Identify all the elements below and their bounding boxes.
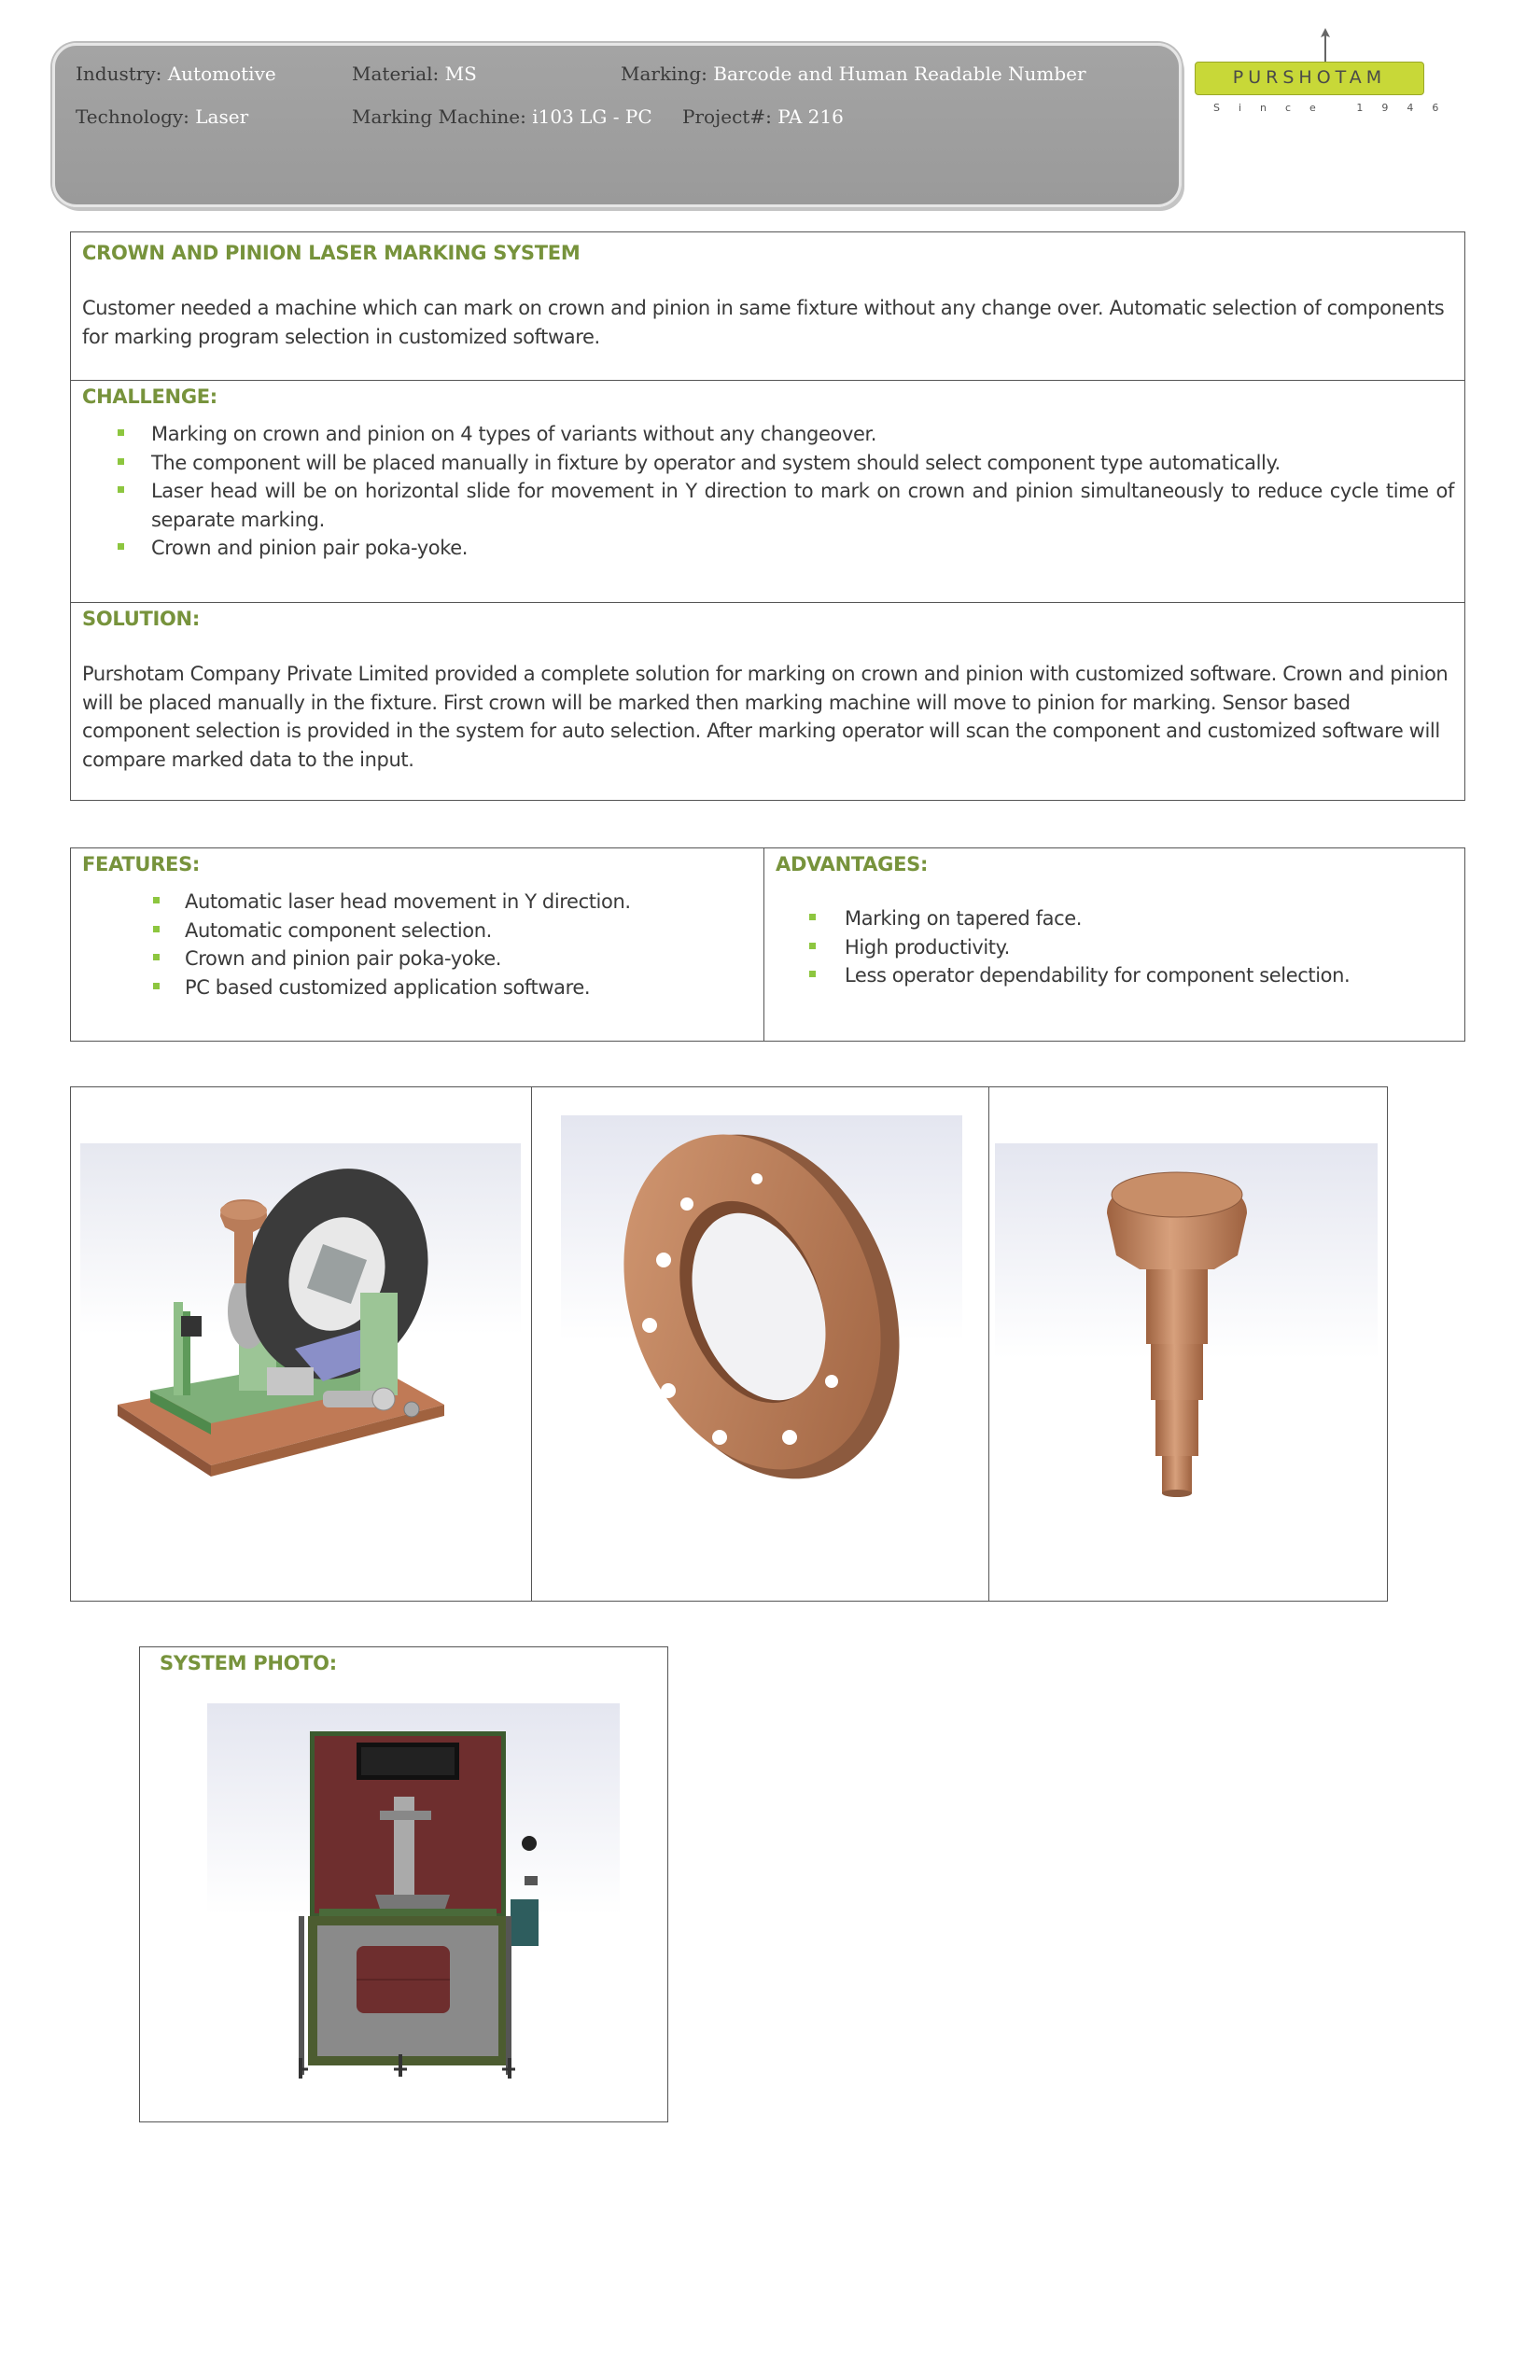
material-label: Material: bbox=[352, 63, 440, 85]
industry-field bbox=[76, 63, 276, 85]
bullet-icon bbox=[153, 926, 160, 932]
list-item: Less operator dependability for component selection. bbox=[776, 961, 1448, 990]
bullet-icon bbox=[118, 429, 124, 436]
bullet-icon bbox=[809, 943, 816, 949]
marking-field bbox=[621, 63, 1086, 85]
industry-label: Industry: bbox=[76, 63, 162, 85]
list-item: High productivity. bbox=[776, 933, 1448, 962]
bullet-icon bbox=[153, 983, 160, 989]
pinion-render-image bbox=[995, 1143, 1378, 1535]
bullet-icon bbox=[118, 543, 124, 550]
list-item: Marking on tapered face. bbox=[776, 904, 1448, 933]
bullet-icon bbox=[153, 954, 160, 960]
material-field bbox=[352, 63, 477, 85]
marking-machine-value: i103 LG - PC bbox=[532, 105, 652, 128]
marking-value: Barcode and Human Readable Number bbox=[713, 63, 1086, 85]
list-item: Automatic laser head movement in Y direction. bbox=[82, 888, 735, 917]
logo-badge bbox=[1195, 62, 1424, 95]
project-field bbox=[682, 105, 844, 128]
logo-since: Since 1946 bbox=[1213, 102, 1458, 114]
list-item: Crown and pinion pair poka-yoke. bbox=[82, 945, 735, 973]
advantages-title: ADVANTAGES: bbox=[776, 853, 929, 875]
marking-label: Marking: bbox=[621, 63, 707, 85]
challenge-title: CHALLENGE: bbox=[82, 385, 217, 408]
system-photo-section bbox=[139, 1646, 668, 2122]
list-item: Crown and pinion pair poka-yoke. bbox=[82, 534, 1454, 563]
system-photo-title: SYSTEM PHOTO: bbox=[160, 1652, 337, 1674]
fixture-render-image bbox=[80, 1143, 521, 1526]
crown-render-image bbox=[561, 1115, 962, 1526]
marking-machine-label: Marking Machine: bbox=[352, 105, 526, 128]
intro-text: Customer needed a machine which can mark on crown and pinion in same fixture without any change over. Automatic selection of components for marking program selection in customized software. bbox=[82, 297, 1445, 348]
technology-label: Technology: bbox=[76, 105, 189, 128]
bullet-icon bbox=[153, 897, 160, 903]
technology-field bbox=[76, 105, 248, 128]
system-render-image bbox=[207, 1703, 620, 2088]
list-item: The component will be placed manually in fixture by operator and system should select component type automatically. bbox=[82, 449, 1454, 478]
solution-title: SOLUTION: bbox=[82, 608, 200, 630]
advantages-cell bbox=[764, 848, 1464, 1041]
project-value: PA 216 bbox=[777, 105, 844, 128]
component-images-table bbox=[70, 1086, 1388, 1602]
marking-machine-field bbox=[352, 105, 652, 128]
list-item: Marking on crown and pinion on 4 types of variants without any changeover. bbox=[82, 420, 1454, 449]
features-list bbox=[82, 888, 735, 1001]
intro-title: CROWN AND PINION LASER MARKING SYSTEM bbox=[82, 242, 581, 264]
purshotam-logo bbox=[1185, 28, 1458, 131]
challenge-section bbox=[70, 380, 1465, 603]
material-value: MS bbox=[444, 63, 477, 85]
bullet-icon bbox=[118, 486, 124, 493]
list-item: PC based customized application software. bbox=[82, 973, 735, 1002]
list-item: Automatic component selection. bbox=[82, 917, 735, 945]
bullet-icon bbox=[809, 914, 816, 920]
bullet-icon bbox=[809, 971, 816, 977]
logo-name: PURSHOTAM bbox=[1232, 67, 1387, 88]
solution-text: Purshotam Company Private Limited provided a complete solution for marking on crown and pinion with customized software. Crown and pinion will be placed manually in the fixture. First crown will be marked then marking machine will move to pinion for marking. Sensor based component selection is provided in the system for auto selection. After marking operator will scan the component and customized software will compare marked data to the input. bbox=[82, 663, 1449, 771]
advantages-list bbox=[776, 904, 1448, 990]
technology-value: Laser bbox=[195, 105, 249, 128]
features-cell bbox=[71, 848, 764, 1041]
list-item: Laser head will be on horizontal slide for movement in Y direction to mark on crown and pinion simultaneously to reduce cycle time of separate marking. bbox=[82, 477, 1454, 534]
features-title: FEATURES: bbox=[82, 853, 201, 875]
intro-section bbox=[70, 231, 1465, 381]
challenge-list bbox=[82, 420, 1454, 563]
features-advantages-table bbox=[70, 847, 1465, 1042]
bullet-icon bbox=[118, 458, 124, 465]
industry-value: Automotive bbox=[167, 63, 276, 85]
project-info-banner bbox=[52, 43, 1182, 207]
arrow-logo-icon bbox=[1319, 28, 1332, 65]
project-label: Project#: bbox=[682, 105, 772, 128]
solution-section bbox=[70, 602, 1465, 801]
